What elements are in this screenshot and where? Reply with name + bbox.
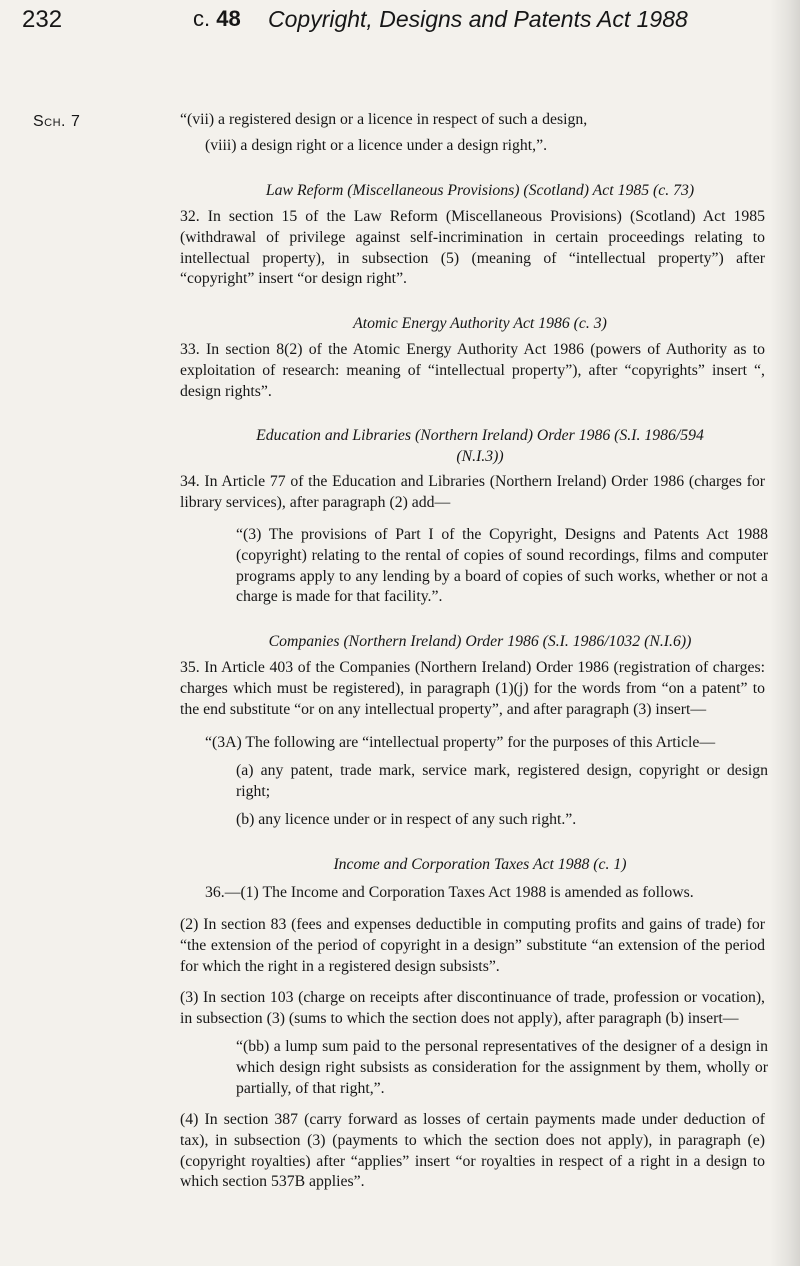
section-36-4: (4) In section 387 (carry forward as losses of certain payments made under deduction of tax), in subsection (3) (payments to which the section does not apply), in paragraph (e) (copyright royalties) after “applies” insert “or royalties in respect of a right in a design to which section 537B applies”. [180,1111,765,1191]
section-35-item-b: (b) any licence under or in respect of any such right.”. [236,811,577,828]
section-35-para-3a: “(3A) The following are “intellectual property” for the purposes of this Article— [205,734,716,751]
section-32: 32. In section 15 of the Law Reform (Miscellaneous Provisions) (Scotland) Act 1985 (withdrawal of privilege against self-incrimination in certain proceedings relating to intellectual property), in subsection (5) (meaning of “intellectual property”) after “copyright” insert “or design right”. [180,208,765,288]
chapter-prefix: c. [193,6,211,31]
section-36-3: (3) In section 103 (charge on receipts after discontinuance of trade, profession or vocation), in subsection (3) (sums to which the section does not apply), after paragraph (b) insert— [180,989,765,1027]
page-header [0,6,800,46]
heading-law-reform-act: Law Reform (Miscellaneous Provisions) (Scotland) Act 1985 (c. 73) [265,182,695,199]
section-35-item-a: (a) any patent, trade mark, service mark, registered design, copyright or design right; [236,762,768,800]
heading-atomic-energy-act: Atomic Energy Authority Act 1986 (c. 3) [353,315,607,332]
running-title: Copyright, Designs and Patents Act 1988 [268,6,688,32]
page-number: 232 [22,6,63,33]
item-viii: (viii) a design right or a licence under a design right,”. [205,137,548,154]
section-36-2: (2) In section 83 (fees and expenses deductible in computing profits and gains of trade) for “the extension of the period of copyright in a design” substitute “an extension of the period for which the right in a registered design subsists”. [180,916,765,975]
chapter-reference [193,6,241,32]
schedule-label: Sch. 7 [33,113,81,130]
chapter-number: 48 [216,6,241,31]
heading-companies-order: Companies (Northern Ireland) Order 1986 (S.I. 1986/1032 (N.I.6)) [268,633,692,650]
section-35: 35. In Article 403 of the Companies (Northern Ireland) Order 1986 (registration of charges: charges which must be registered), in paragraph (1)(j) for the words from “on a patent” to the end substitute “or on any intellectual property”, and after paragraph (3) insert— [180,659,765,718]
section-36-3-bb: “(bb) a lump sum paid to the personal representatives of the designer of a design in which design right subsists as consideration for the assignment by them, wholly or partially, of that right,”. [236,1038,768,1097]
heading-education-libraries-order: Education and Libraries (Northern Ireland) Order 1986 (S.I. 1986/594 [256,427,704,444]
section-34: 34. In Article 77 of the Education and Libraries (Northern Ireland) Order 1986 (charges for library services), after paragraph (2) add— [180,473,765,511]
heading-education-libraries-order-cont: (N.I.3)) [456,448,504,465]
section-34-quoted-text: “(3) The provisions of Part I of the Copyright, Designs and Patents Act 1988 (copyright) relating to the rental of copies of sound recordings, films and computer programs apply to any lending by a board of copies of such works, whether or not a charge is made for that facility.”. [236,526,768,606]
item-vii: “(vii) a registered design or a licence in respect of such a design, [180,111,588,128]
section-33: 33. In section 8(2) of the Atomic Energy Authority Act 1986 (powers of Authority as to exploitation of research: meaning of “intellectual property”), after “copyrights” insert “, design rights”. [180,341,765,400]
heading-income-corporation-taxes-act: Income and Corporation Taxes Act 1988 (c. 1) [333,856,627,873]
section-36-1: 36.—(1) The Income and Corporation Taxes Act 1988 is amended as follows. [205,884,694,901]
